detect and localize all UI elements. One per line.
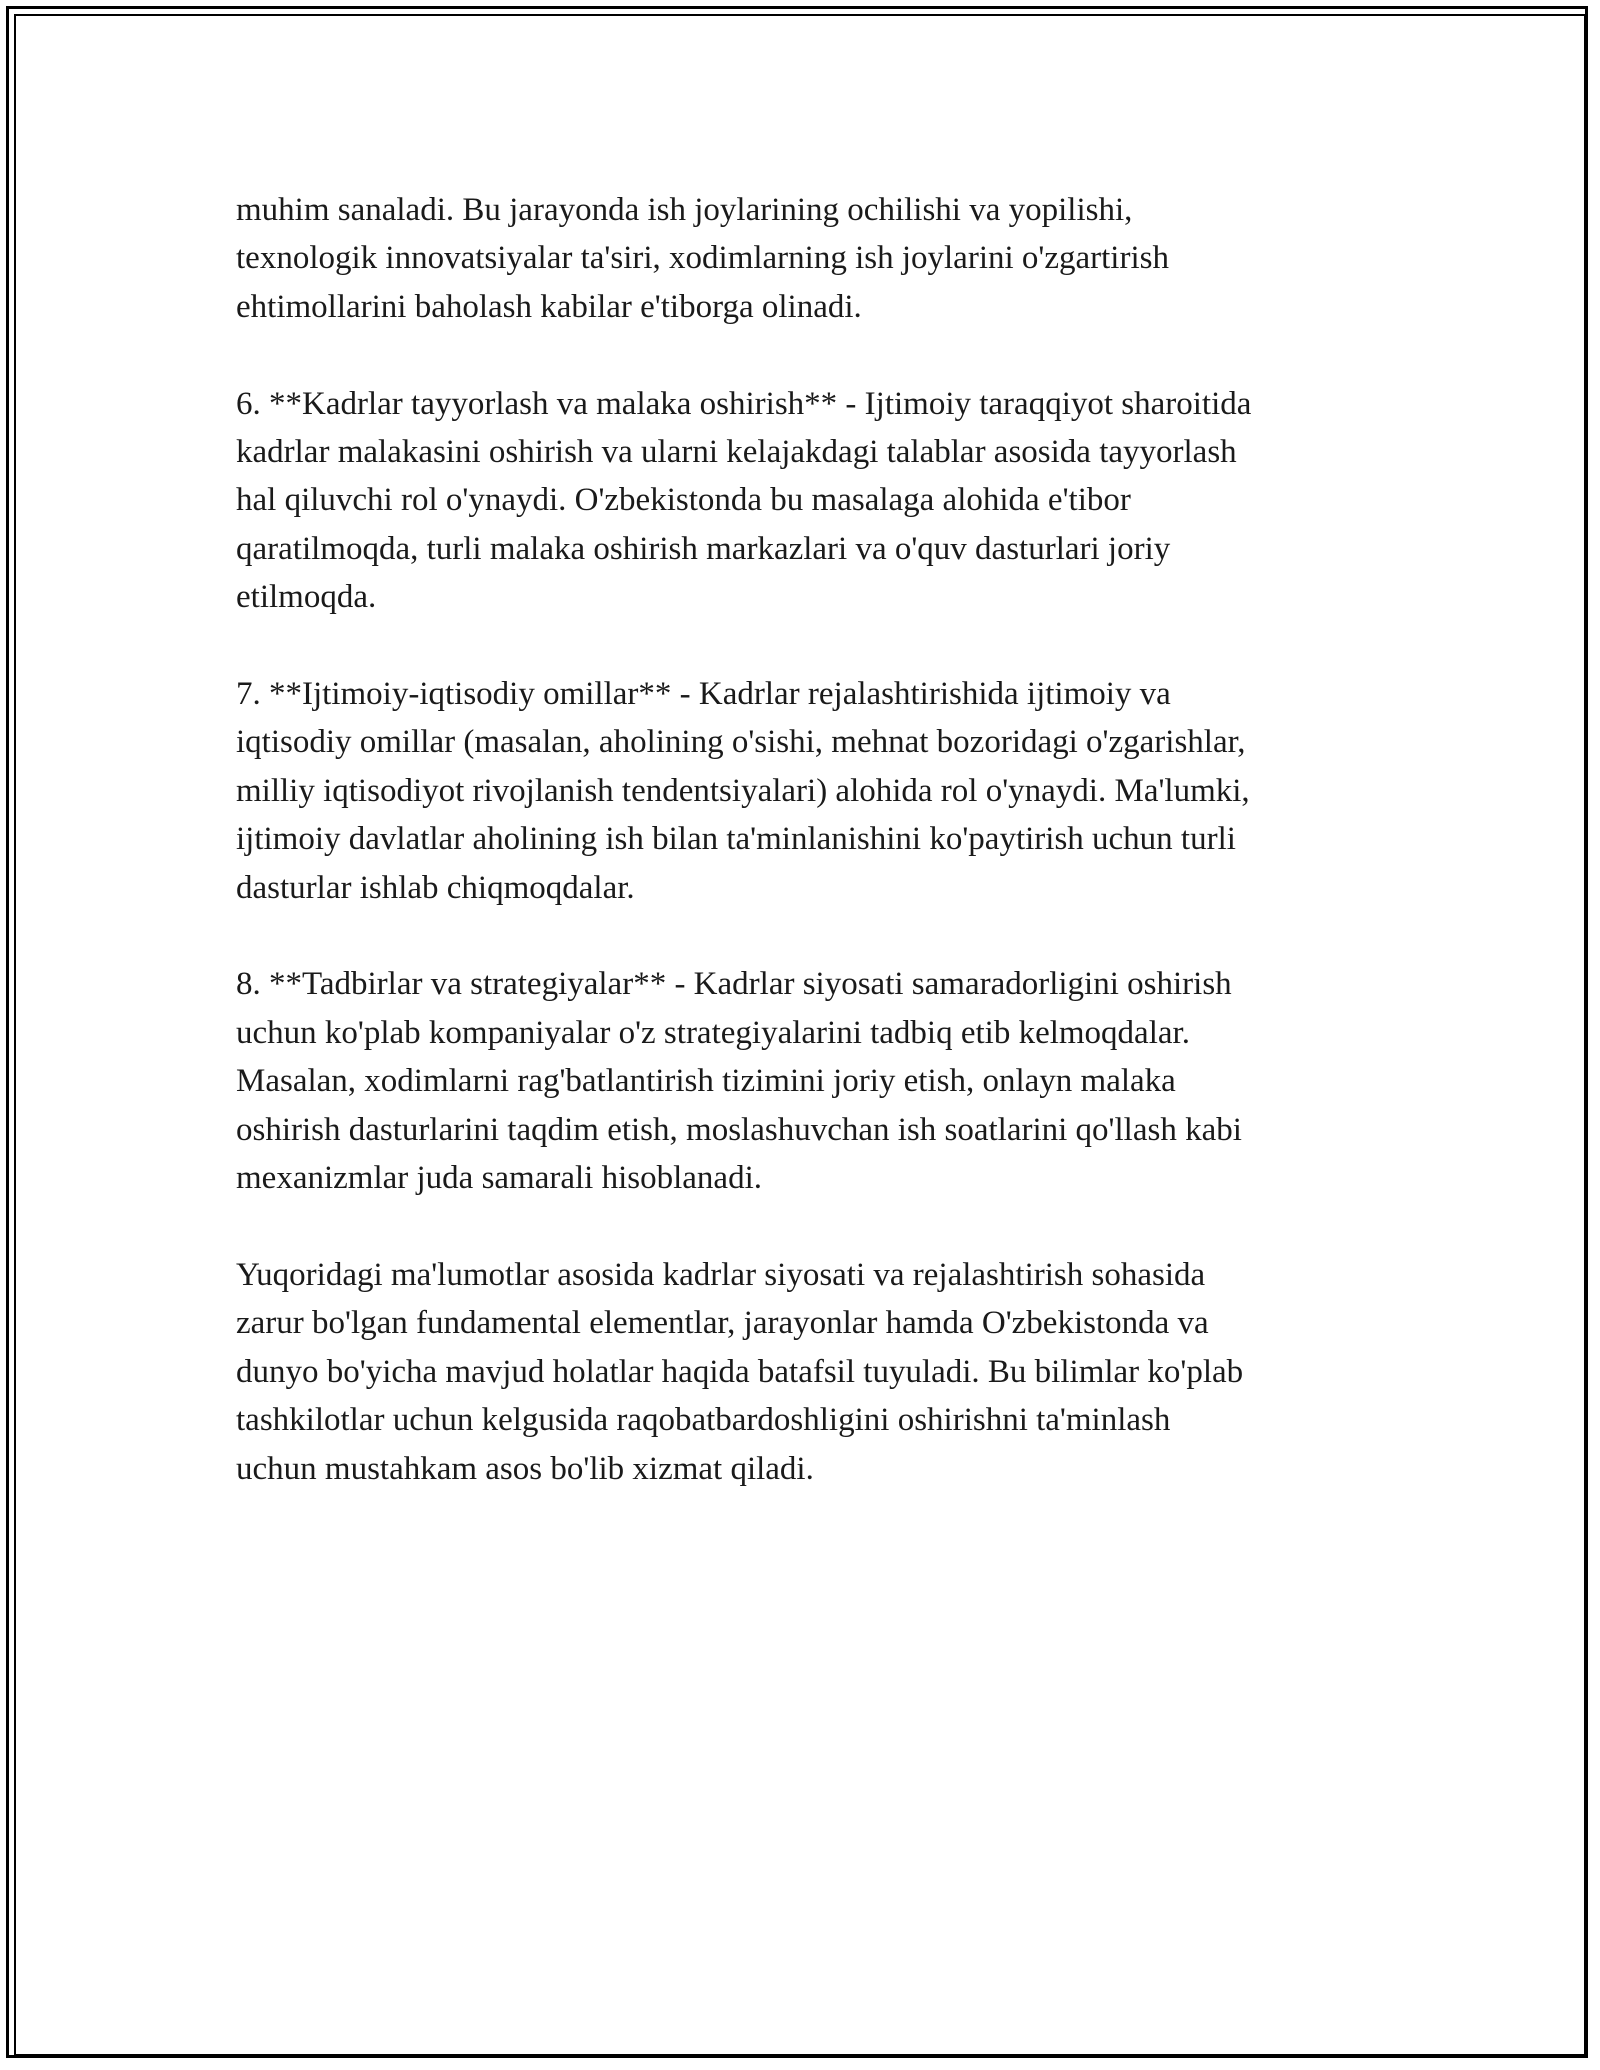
paragraph-item-6: 6. **Kadrlar tayyorlash va malaka oshirish** - Ijtimoiy taraqqiyot sharoitida kadrlar malakasini oshirish va ularni kelajakdagi talablar asosida tayyorlash hal qiluvchi rol o'ynaydi. O'zbekistonda bu masalaga alohida e'tibor qaratilmoqda, turli malaka oshirish markazlari va o'quv dasturlari joriy etilmoqda. bbox=[236, 385, 1252, 616]
paragraph-item-7: 7. **Ijtimoiy-iqtisodiy omillar** - Kadrlar rejalashtirishida ijtimoiy va iqtisodiy omillar (masalan, aholining o'sishi, mehnat bozoridagi o'zgarishlar, milliy iqtisodiyot rivojlanish tendentsiyalari) alohida rol o'ynaydi. Ma'lumki, ijtimoiy davlatlar aholining ish bilan ta'minlanishini ko'paytirish uchun turli dasturlar ishlab chiqmoqdalar. bbox=[236, 676, 1250, 906]
paragraph-item-8: 8. **Tadbirlar va strategiyalar** - Kadrlar siyosati samaradorligini oshirish uchun ko'plab kompaniyalar o'z strategiyalarini tadbiq etib kelmoqdalar. Masalan, xodimlarni rag'batlantirish tizimini joriy etish, onlayn malaka oshirish dasturlarini taqdim etish, moslashuvchan ish soatlarini qo'llash kabi mexanizmlar juda samarali hisoblanadi. bbox=[236, 966, 1242, 1197]
paragraph-continuation: muhim sanaladi. Bu jarayonda ish joylarining ochilishi va yopilishi, texnologik innovatsiyalar ta'siri, xodimlarning ish joylarini o'zgartirish ehtimollarini baholash kabilar e'tiborga olinadi. bbox=[236, 192, 1169, 325]
document-body bbox=[236, 186, 1376, 1493]
paragraph-conclusion: Yuqoridagi ma'lumotlar asosida kadrlar siyosati va rejalashtirish sohasida zarur bo'lgan fundamental elementlar, jarayonlar hamda O'zbekistonda va dunyo bo'yicha mavjud holatlar haqida batafsil tuyuladi. Bu bilimlar ko'plab tashkilotlar uchun kelgusida raqobatbardoshligini oshirishni ta'minlash uchun mustahkam asos bo'lib xizmat qiladi. bbox=[236, 1256, 1244, 1487]
